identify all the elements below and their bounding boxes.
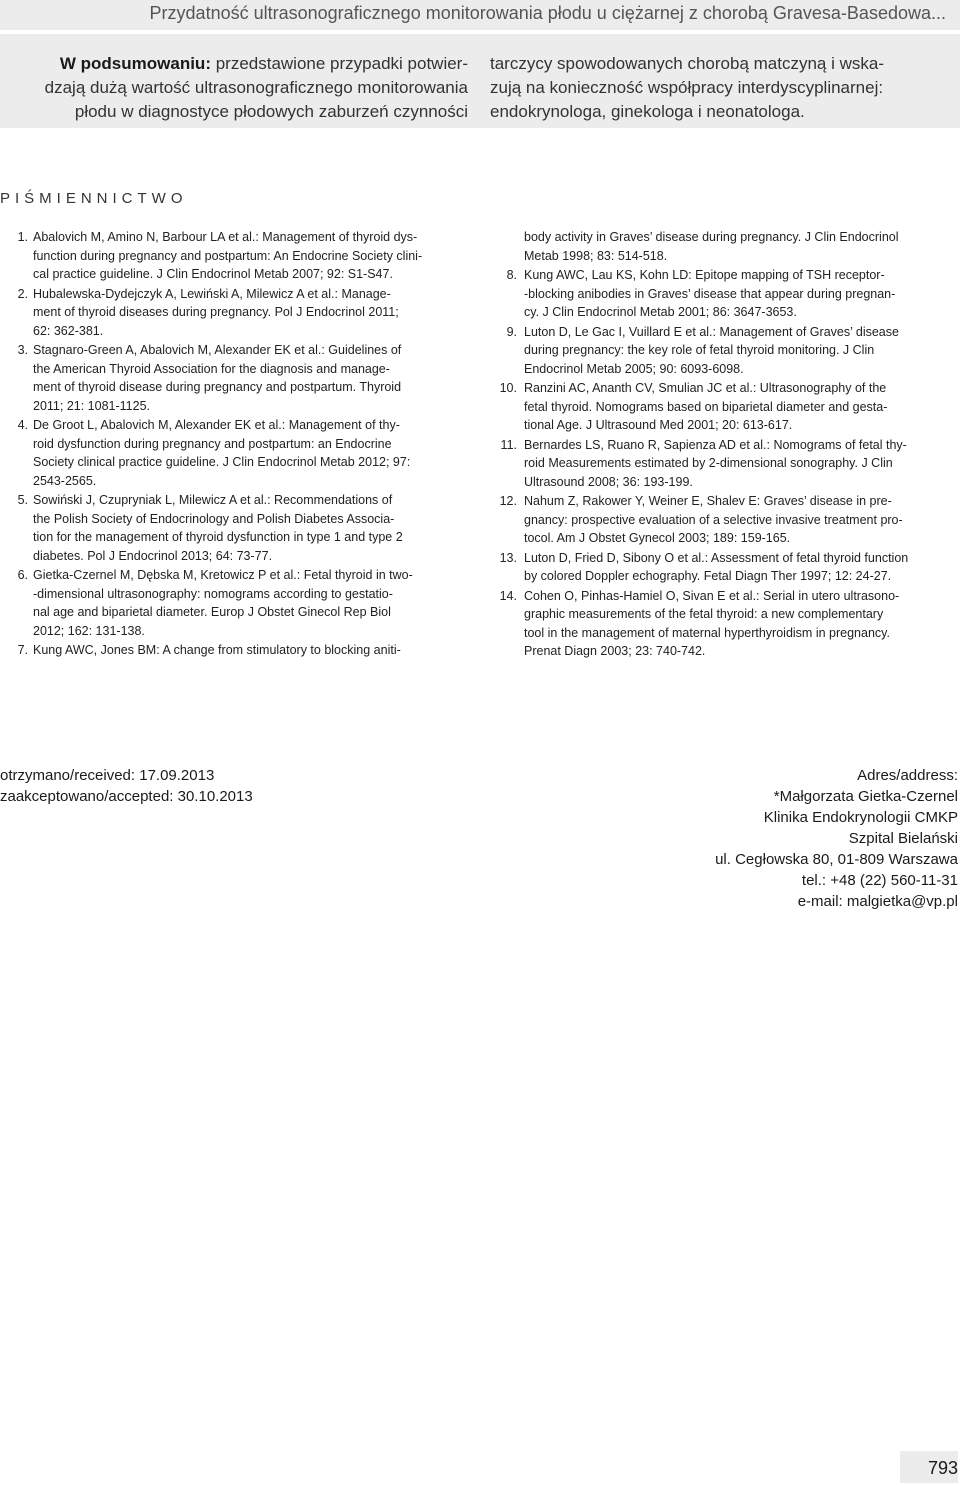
summary-line: dzają dużą wartość ultrasonograficznego monitorowania: [44, 78, 468, 97]
reference-line: tional Age. J Ultrasound Med 2001; 20: 613-617.: [524, 418, 793, 432]
reference-line: the American Thyroid Association for the diagnosis and manage-: [33, 361, 390, 376]
running-header: [0, 0, 960, 30]
running-header-title: Przydatność ultrasonograficznego monitorowania płodu u ciężarnej z chorobą Gravesa-Basedowa...: [149, 3, 946, 23]
reference-line: Gietka-Czernel M, Dębska M, Kretowicz P et al.: Fetal thyroid in two-: [33, 568, 413, 582]
reference-line: -dimensional ultrasonography: nomograms according to gestatio-: [33, 586, 393, 601]
reference-line: tion for the management of thyroid dysfunction in type 1 and type 2: [33, 530, 403, 544]
reference-line: diabetes. Pol J Endocrinol 2013; 64: 73-77.: [33, 548, 273, 563]
reference-number: 2.: [17, 286, 28, 301]
summary-line: tarczycy spowodowanych chorobą matczyną i wska-: [490, 54, 884, 73]
reference-line: cy. J Clin Endocrinol Metab 2001; 86: 3647-3653.: [524, 305, 797, 319]
reference-line: Bernardes LS, Ruano R, Sapienza AD et al.: Nomograms of fetal thy-: [524, 437, 907, 452]
reference-item: [0, 341, 470, 415]
correspondence-address: [715, 765, 958, 912]
reference-line: ment of thyroid disease during pregnancy and postpartum. Thyroid: [33, 380, 402, 394]
reference-continuation: [498, 228, 960, 265]
reference-number: 6.: [17, 568, 28, 582]
reference-line: 62: 362-381.: [33, 323, 104, 338]
reference-item: [498, 549, 960, 586]
reference-line: roid dysfunction during pregnancy and postpartum: an Endocrine: [33, 436, 392, 451]
summary-line: endokrynologa, ginekologa i neonatologa.: [490, 102, 805, 121]
address-line: tel.: +48 (22) 560-11-31: [801, 872, 958, 889]
address-line: ul. Cegłowska 80, 01-809 Warszawa: [715, 851, 958, 868]
address-line: e-mail: malgietka@vp.pl: [797, 893, 958, 910]
reference-number: 5.: [17, 493, 28, 507]
reference-line: gnancy: prospective evaluation of a selective invasive treatment pro-: [524, 512, 903, 527]
accepted-date: zaakceptowano/accepted: 30.10.2013: [0, 788, 253, 805]
reference-number: 8.: [506, 268, 517, 282]
reference-item: [498, 492, 960, 548]
reference-line: graphic measurements of the fetal thyroid: a new complementary: [524, 607, 884, 621]
received-date: otrzymano/received: 17.09.2013: [0, 767, 215, 784]
page-number: 793: [900, 1451, 958, 1483]
reference-item: [498, 379, 960, 435]
reference-item: [0, 641, 470, 660]
reference-line: roid Measurements estimated by 2-dimensional sonography. J Clin: [524, 456, 893, 470]
references-heading: PIŚMIENNICTWO: [0, 190, 188, 207]
reference-line: function during pregnancy and postpartum: An Endocrine Society clini-: [33, 248, 423, 263]
reference-item: [498, 266, 960, 322]
reference-line: Stagnaro-Green A, Abalovich M, Alexander EK et al.: Guidelines of: [33, 343, 402, 357]
summary-line: płodu w diagnostyce płodowych zaburzeń czynności: [74, 102, 468, 121]
reference-item: [0, 566, 470, 640]
reference-line: Endocrinol Metab 2005; 90: 6093-6098.: [524, 361, 744, 376]
reference-line: Luton D, Fried D, Sibony O et al.: Assessment of fetal thyroid function: [524, 550, 909, 565]
reference-line: 2011; 21: 1081-1125.: [33, 398, 150, 413]
address-line: *Małgorzata Gietka-Czernel: [773, 788, 958, 805]
reference-line: Society clinical practice guideline. J Clin Endocrinol Metab 2012; 97:: [33, 455, 411, 469]
reference-number: 10.: [499, 381, 517, 395]
reference-item: [498, 587, 960, 661]
reference-line: Luton D, Le Gac I, Vuillard E et al.: Management of Graves’ disease: [524, 324, 899, 339]
reference-line: body activity in Graves’ disease during pregnancy. J Clin Endocrinol: [524, 230, 899, 244]
summary-left-column: [0, 52, 468, 124]
reference-line: Ranzini AC, Ananth CV, Smulian JC et al.: Ultrasonography of the: [524, 381, 887, 395]
reference-item: [0, 285, 470, 341]
reference-line: tocol. Am J Obstet Gynecol 2003; 189: 159-165.: [524, 531, 791, 545]
reference-line: 2012; 162: 131-138.: [33, 623, 145, 638]
reference-number: 12.: [499, 494, 517, 508]
reference-number: 14.: [499, 588, 517, 603]
reference-number: 4.: [17, 418, 28, 432]
references-left-column: [0, 228, 470, 661]
reference-number: 1.: [17, 230, 28, 244]
reference-item: [0, 491, 470, 565]
received-dates: [0, 765, 253, 807]
reference-line: -blocking anibodies in Graves’ disease that appear during pregnan-: [524, 286, 896, 301]
reference-number: 11.: [500, 437, 517, 452]
reference-item: [0, 416, 470, 490]
reference-line: Kung AWC, Lau KS, Kohn LD: Epitope mapping of TSH receptor-: [524, 268, 885, 282]
reference-item: [498, 323, 960, 379]
reference-line: ment of thyroid diseases during pregnancy. Pol J Endocrinol 2011;: [33, 305, 399, 319]
reference-line: by colored Doppler echography. Fetal Diagn Ther 1997; 12: 24-27.: [524, 569, 892, 583]
reference-number: 7.: [17, 643, 28, 657]
summary-lead: W podsumowaniu:: [59, 54, 211, 73]
reference-line: Kung AWC, Jones BM: A change from stimulatory to blocking aniti-: [33, 643, 401, 657]
reference-item: [498, 436, 960, 492]
reference-line: Metab 1998; 83: 514-518.: [524, 248, 668, 263]
address-line: Klinika Endokrynologii CMKP: [763, 809, 958, 826]
reference-number: 9.: [506, 324, 517, 339]
summary-line: W podsumowaniu: przedstawione przypadki potwier-: [59, 54, 468, 73]
summary-line: zują na konieczność współpracy interdyscyplinarnej:: [490, 78, 884, 97]
reference-item: [0, 228, 470, 284]
reference-line: De Groot L, Abalovich M, Alexander EK et al.: Management of thy-: [33, 418, 400, 432]
reference-line: Sowiński J, Czupryniak L, Milewicz A et al.: Recommendations of: [33, 493, 393, 507]
summary-right-column: [490, 52, 960, 124]
references-right-column: [498, 228, 960, 662]
reference-number: 13.: [499, 550, 517, 565]
reference-line: Nahum Z, Rakower Y, Weiner E, Shalev E: Graves’ disease in pre-: [524, 494, 892, 508]
address-line: Adres/address:: [857, 767, 958, 784]
reference-line: Hubalewska-Dydejczyk A, Lewiński A, Milewicz A et al.: Manage-: [33, 286, 391, 301]
reference-line: Abalovich M, Amino N, Barbour LA et al.: Management of thyroid dys-: [33, 230, 418, 244]
reference-line: cal practice guideline. J Clin Endocrinol Metab 2007; 92: S1-S47.: [33, 267, 393, 281]
reference-line: fetal thyroid. Nomograms based on biparietal diameter and gesta-: [524, 399, 888, 414]
reference-line: tool in the management of maternal hyperthyroidism in pregnancy.: [524, 625, 890, 640]
address-line: Szpital Bielański: [848, 830, 958, 847]
reference-line: the Polish Society of Endocrinology and Polish Diabetes Associa-: [33, 511, 395, 526]
reference-line: 2543-2565.: [33, 473, 97, 488]
reference-line: Prenat Diagn 2003; 23: 740-742.: [524, 644, 706, 658]
reference-line: Cohen O, Pinhas-Hamiel O, Sivan E et al.: Serial in utero ultrasono-: [524, 588, 900, 603]
reference-number: 3.: [17, 343, 28, 357]
reference-line: during pregnancy: the key role of fetal thyroid monitoring. J Clin: [524, 343, 875, 357]
reference-line: Ultrasound 2008; 36: 193-199.: [524, 474, 693, 489]
reference-line: nal age and biparietal diameter. Europ J Obstet Ginecol Rep Biol: [33, 605, 391, 619]
